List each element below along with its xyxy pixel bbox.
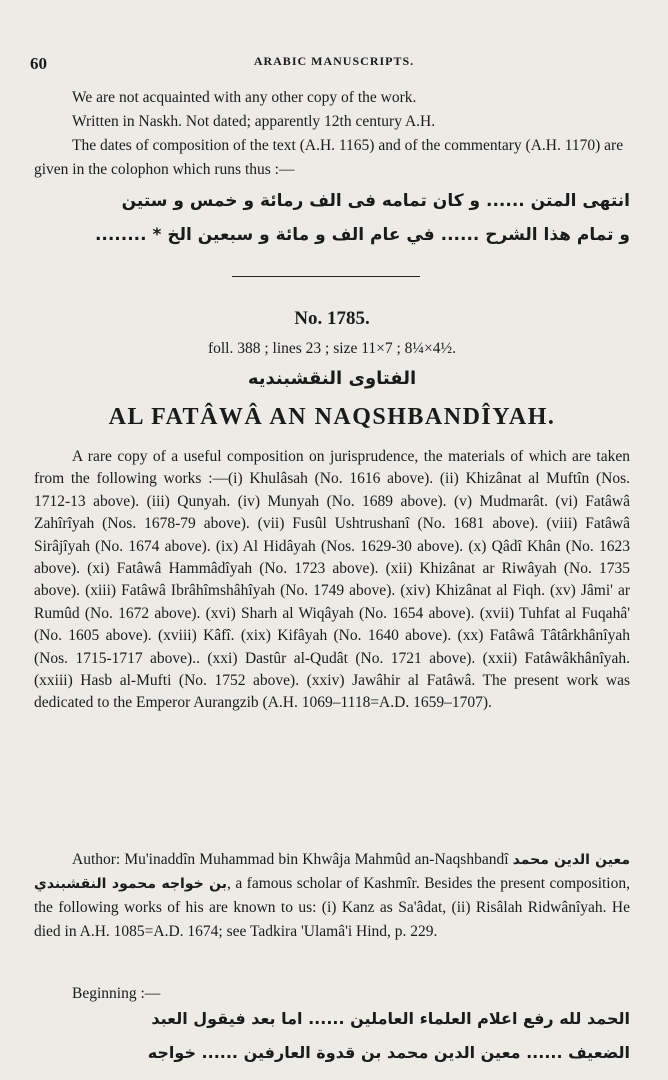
previous-entry-line-2: Written in Naskh. Not dated; apparently 12th century A.H. [72, 113, 436, 130]
colophon-arabic-line-2: و تمام هذا الشرح ...... في عام الف و مائة و سبعين الخ * ........ [94, 225, 630, 245]
entry-physical-description: foll. 388 ; lines 23 ; size 11×7 ; 8¼×4½. [207, 340, 457, 357]
entry-number: No. 1785. [294, 308, 370, 329]
author-prefix: Author: Mu'inaddîn Muhammad bin Khwâja Mahmûd an-Naqshbandî [72, 851, 509, 868]
beginning-arabic-line-2: الضعيف ...... معين الدين محمد بن قدوة العارفين ...... خواجه [147, 1043, 630, 1062]
beginning-arabic-line-1: الحمد لله رفع اعلام العلماء العاملين ...... اما بعد فيقول العبد [151, 1009, 630, 1028]
running-title: ARABIC MANUSCRIPTS. [253, 54, 415, 68]
beginning-label: Beginning :— [72, 985, 161, 1002]
previous-entry-line-1: We are not acquainted with any other copy of the work. [72, 89, 417, 106]
author-paragraph [34, 848, 630, 944]
previous-entry-line-3: The dates of composition of the text (A.H. 1165) and of the commentary (A.H. 1170) are given in the colophon which runs thus :— [34, 137, 624, 178]
section-divider [232, 276, 420, 277]
author-suffix: , a famous scholar of Kashmîr. Besides the present composition, the following works of his are known to us: (i) Kanz as Sa'âdat, (ii) Risâlah Ridwânîyah. He died in A.H. 1085=A.D. 1674; see Tadkira 'Ulamâ'i Hind, p. 229. [34, 875, 630, 940]
colophon-arabic-line-1: انتهى المتن ...... و كان تمامه فى الف رمائة و خمس و ستين [121, 191, 630, 211]
page-number: 60 [30, 54, 47, 73]
author-arabic-name: معين الدين محمد بن خواجه محمود النقشبندي [34, 852, 630, 892]
entry-title: AL FATÂWÂ AN NAQSHBANDÎYAH. [108, 404, 556, 430]
running-header [30, 52, 638, 76]
entry-description: A rare copy of a useful composition on jurisprudence, the materials of which are taken from the following works :—(i) Khulâsah (No. 1616 above). (ii) Khizânat al Muftîn (Nos. 1712-13 above). (iii) Qunyah. (iv) Munyah (No. 1689 above). (v) Mudmarât. (vi) Fatâwâ Zahîrîyah (Nos. 1678-79 above). (vii) Fusûl Ushtrushanî (No. 1681 above). (viii) Fatâwâ Sirâjîyah (No. 1674 above). (ix) Al Hidâyah (Nos. 1629-30 above). (x) Qâdî Khân (No. 1623 above). (xi) Fatâwâ Hammâdîyah (No. 1723 above). (xii) Khizânat ar Riwâyah (No. 1735 above). (xiii) Fatâwâ Ibrâhîmshâhîyah (No. 1749 above). (xiv) Khizânat al Fiqh. (xv) Jâmi' ar Rumûd (No. 1672 above). (xvi) Sharh al Wiqâyah (No. 1654 above). (xvii) Tuhfat al Fuqahâ' (No. 1605 above). (xviii) Kâfî. (xix) Kifâyah (No. 1640 above). (xx) Fatâwâ Tâtârkhânîyah (Nos. 1715-1717 above).. (xxi) Dastûr al-Qudât (No. 1721 above). (xxii) Fatâwâkhânîyah. (xxiii) Hasb al-Mufti (No. 1752 above). (xxiv) Jawâhir al Fatâwâ. The present work was dedicated to the Emperor Aurangzib (A.H. 1069–1118=A.D. 1659–1707). [34, 448, 630, 712]
entry-arabic-title: الفتاوى النقشبنديه [247, 368, 417, 389]
